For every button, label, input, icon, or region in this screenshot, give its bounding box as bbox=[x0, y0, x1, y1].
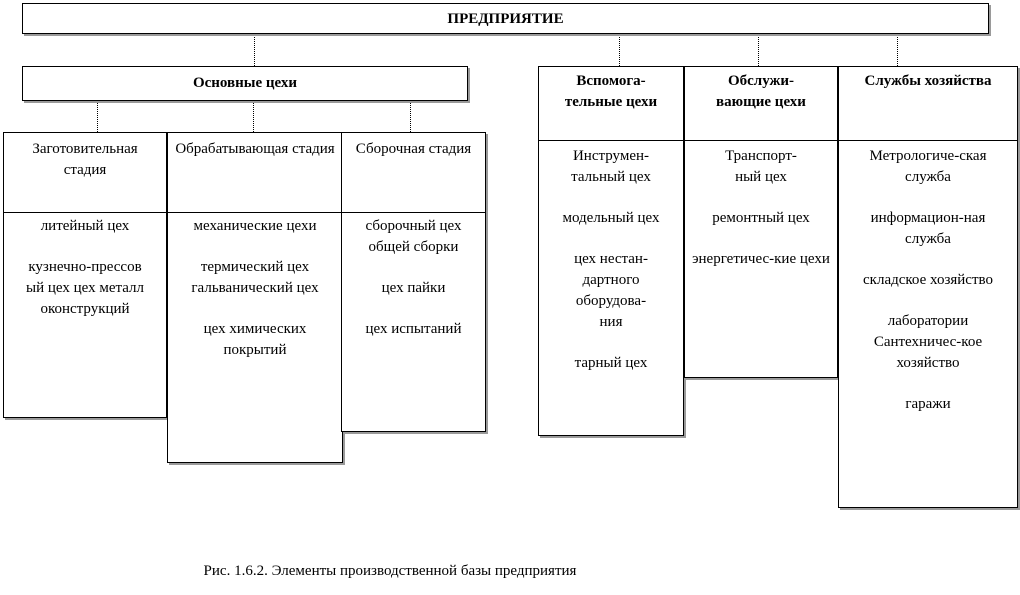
auxiliary-shops-item: модельный цех bbox=[562, 210, 660, 226]
service-shops-item: энергетичес-кие цехи bbox=[692, 251, 830, 267]
service-shops-header: Обслужи-вающие цехи bbox=[716, 73, 806, 110]
auxiliary-shops-item: Инструмен-тальный цех bbox=[571, 148, 651, 185]
economy-services-box bbox=[838, 66, 1018, 508]
stage-assembly-item: цех пайки bbox=[381, 280, 446, 296]
economy-services-item: лаборатории Сантехничес-кое хозяйство bbox=[873, 313, 983, 371]
connector-main-stage2 bbox=[253, 101, 254, 132]
enterprise-title: ПРЕДПРИЯТИЕ bbox=[447, 11, 564, 27]
divider bbox=[539, 140, 683, 141]
economy-services-item: складское хозяйство bbox=[863, 272, 993, 288]
economy-services-header: Службы хозяйства bbox=[864, 73, 992, 89]
stage-procurement-box bbox=[3, 132, 167, 418]
economy-services-item: информацион-ная служба bbox=[870, 210, 986, 247]
stage-processing-item: цех химических покрытий bbox=[203, 321, 307, 358]
figure-caption: Рис. 1.6.2. Элементы производственной базы предприятия bbox=[203, 563, 577, 579]
stage-assembly-box bbox=[341, 132, 486, 432]
connector-main-stage1 bbox=[97, 101, 98, 132]
service-shops-box bbox=[684, 66, 838, 378]
auxiliary-shops-item: цех нестан-дартного оборудова-ния bbox=[574, 251, 648, 330]
stage-assembly-item: сборочный цех общей сборки bbox=[365, 218, 462, 255]
auxiliary-shops-header: Вспомога-тельные цехи bbox=[564, 73, 658, 110]
divider bbox=[342, 212, 485, 213]
divider bbox=[168, 212, 342, 213]
stage-processing-box bbox=[167, 132, 343, 463]
main-shops-box bbox=[22, 66, 468, 101]
economy-services-item: Метрологиче-ская служба bbox=[869, 148, 987, 185]
divider bbox=[4, 212, 166, 213]
enterprise-box bbox=[22, 3, 989, 34]
stage-processing-header: Обрабатывающая стадия bbox=[175, 141, 335, 157]
divider bbox=[685, 140, 837, 141]
main-shops-label: Основные цехи bbox=[192, 75, 298, 91]
connector-top-serv bbox=[758, 34, 759, 66]
stage-processing-item: механические цехи bbox=[193, 218, 317, 234]
stage-procurement-item: литейный цех bbox=[40, 218, 130, 234]
stage-processing-item: термический цех гальванический цех bbox=[191, 259, 319, 296]
connector-top-aux bbox=[619, 34, 620, 66]
stage-assembly-header: Сборочная стадия bbox=[355, 141, 472, 157]
connector-top-econ bbox=[897, 34, 898, 66]
economy-services-item: гаражи bbox=[905, 396, 951, 412]
stage-procurement-header: Заготовительная стадия bbox=[32, 141, 138, 178]
auxiliary-shops-item: тарный цех bbox=[574, 355, 648, 371]
connector-top-main bbox=[254, 34, 255, 66]
divider bbox=[839, 140, 1017, 141]
connector-main-stage3 bbox=[410, 101, 411, 132]
auxiliary-shops-box bbox=[538, 66, 684, 436]
service-shops-item: Транспорт-ный цех bbox=[725, 148, 797, 185]
stage-assembly-item: цех испытаний bbox=[365, 321, 462, 337]
stage-procurement-item: кузнечно-прессовый цех цех металлоконструкций bbox=[26, 259, 144, 317]
service-shops-item: ремонтный цех bbox=[712, 210, 810, 226]
